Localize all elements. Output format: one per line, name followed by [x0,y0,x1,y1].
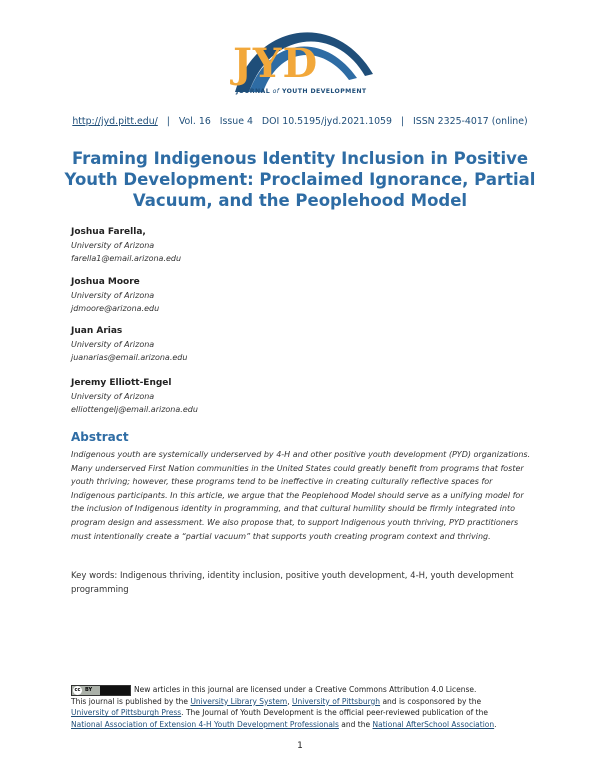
author-block [71,226,181,265]
journal-logo-subtitle: JOURNAL of YOUTH DEVELOPMENT [236,88,367,95]
author-email: juanarias@email.arizona.edu [71,353,188,362]
author-block [71,325,187,364]
author-email: elliottengelj@email.arizona.edu [71,405,198,414]
journal-logo-letters: JYD [233,40,319,87]
article-title: Framing Indigenous Identity Inclusion in Positive Youth Development: Proclaimed Ignorance, Partial Vacuum, and the Peoplehood Model [64,149,536,210]
author-email: jdmoore@arizona.edu [71,304,160,313]
author-block [71,276,159,315]
author-name: Joshua Farella, [71,227,146,237]
volume: Vol. 16 [178,116,211,127]
link-national-afterschool-association[interactable]: National AfterSchool Association [372,719,495,729]
issue: Issue 4 [219,116,253,127]
keywords: Key words: Indigenous thriving, identity inclusion, positive youth development, 4-H, youth development programming [71,571,514,595]
author-email: farella1@email.arizona.edu [71,254,182,263]
link-university-of-pittsburgh-press[interactable]: University of Pittsburgh Press [71,708,182,718]
link-university-library-system[interactable]: University Library System [190,696,288,706]
author-name: Joshua Moore [71,277,140,287]
author-affiliation: University of Arizona [71,241,155,250]
link-university-of-pittsburgh[interactable]: University of Pittsburgh [292,696,381,706]
journal-url-link[interactable]: http://jyd.pitt.edu/ [72,116,158,127]
author-affiliation: University of Arizona [71,340,155,349]
license-footer: cc BY New articles in this journal are licensed under a Creative Commons Attribution 4.0 License. This journal is published by the University Library System, University of Pittsburgh and is cosponsored by the University of Pittsburgh Press. The Journal of Youth Development is the official peer-reviewed publication of the National Association of Extension 4-H Youth Development Professionals and the National AfterSchool Association. [71,685,497,729]
journal-info-line: http://jyd.pitt.edu/ | Vol. 16 Issue 4 DOI 10.5195/jyd.2021.1059 | ISSN 2325-4017 (online) [72,116,528,127]
author-block [71,377,198,416]
link-nae4hydp[interactable]: National Association of Extension 4-H Youth Development Professionals [71,719,339,729]
author-affiliation: University of Arizona [71,392,155,401]
license-text: New articles in this journal are licensed under a Creative Commons Attribution 4.0 License. [134,685,477,694]
author-affiliation: University of Arizona [71,291,155,300]
doi: DOI 10.5195/jyd.2021.1059 [261,116,392,127]
cc-by-badge-icon[interactable]: cc BY [71,685,131,696]
author-name: Jeremy Elliott-Engel [71,378,172,388]
issn: ISSN 2325-4017 (online) [413,116,528,127]
author-name: Juan Arias [71,326,123,336]
abstract-text: Indigenous youth are systemically underserved by 4-H and other positive youth development (PYD) organizations. Many underserved First Nation communities in the United States could greatly benefit from programs that foster youth thriving; however, these programs tend to be ineffective in creating culturally reflective spaces for Indigenous participants. In this article, we argue that the Peoplehood Model should serve as a unifying model for the inclusion of Indigenous identity in programming, and that cultural humility should be firmly integrated into program design and assessment. We also propose that, to support Indigenous youth thriving, PYD practitioners must intentionally create a “partial vacuum” that supports youth creating program context and thriving. [71,450,531,541]
abstract-heading: Abstract [71,430,129,444]
page-number: 1 [297,741,303,751]
